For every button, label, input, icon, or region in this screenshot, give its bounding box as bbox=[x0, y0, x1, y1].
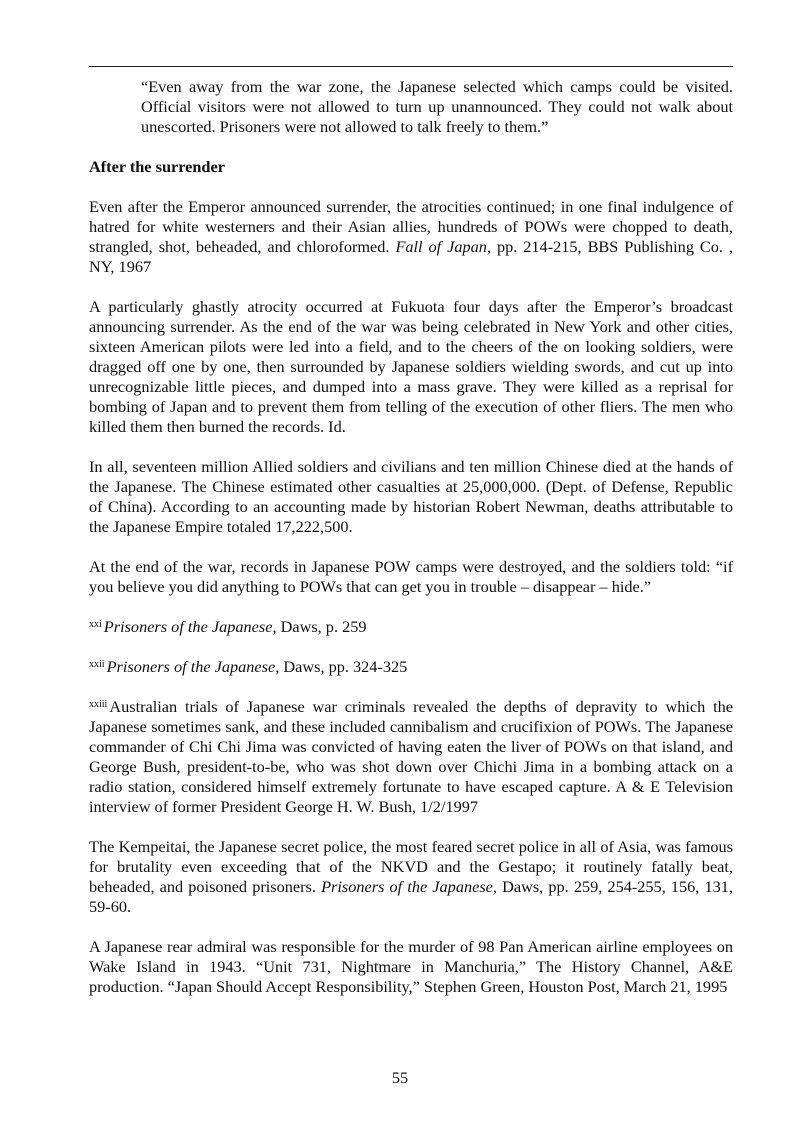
endnote-details: , Daws, pp. 324-325 bbox=[275, 657, 408, 676]
citation-title: Fall of Japan bbox=[395, 237, 487, 256]
citation-details: , pp. 214-215, BBS Publishing Co. , NY, 1967 bbox=[89, 237, 733, 276]
paragraph-records-destroyed: At the end of the war, records in Japanese POW camps were destroyed, and the soldiers told: “if you believe you did anything to POWs that can get you in trouble – disappear – hide.” bbox=[89, 557, 733, 596]
paragraph-text: Even after the Emperor announced surrender, the atrocities continued; in one final indulgence of hatred for white westerners and their Asian allies, hundreds of POWs were chopped to death, strangled, shot, beheaded, and chloroformed. bbox=[89, 197, 733, 256]
endnote-details: , Daws, p. 259 bbox=[272, 617, 367, 636]
paragraph-wake-island: A Japanese rear admiral was responsible for the murder of 98 Pan American airline employees on Wake Island in 1943. “Unit 731, Nightmare in Manchuria,” The History Channel, A&E production. “Japan Should Accept Responsibility,” Stephen Green, Houston Post, March 21, 1995 bbox=[89, 937, 733, 996]
endnote-xxiii bbox=[89, 697, 733, 817]
endnote-title: Prisoners of the Japanese bbox=[106, 657, 276, 676]
endnote-xxi bbox=[89, 617, 733, 637]
paragraph-casualties: In all, seventeen million Allied soldiers and civilians and ten million Chinese died at the hands of the Japanese. The Chinese estimated other casualties at 25,000,000. (Dept. of Defense, Republic of China). According to an accounting made by historian Robert Newman, deaths attributable to the Japanese Empire totaled 17,222,500. bbox=[89, 457, 733, 536]
endnote-marker: xxiii bbox=[89, 699, 108, 710]
paragraph-kempeitai bbox=[89, 837, 733, 917]
footnote-separator-rule bbox=[89, 66, 733, 67]
endnote-xxii bbox=[89, 657, 733, 677]
endnote-text: Australian trials of Japanese war criminals revealed the depths of depravity to which the Japanese sometimes sank, and these included cannibalism and crucifixion of POWs. The Japanese commander of Chi Chi Jima was convicted of having eaten the liver of POWs on that island, and George Bush, president-to-be, who was shot down over Chichi Jima in a bombing attack on a radio station, considered himself extremely fortunate to have escaped capture. A & E Television interview of former President George H. W. Bush, 1/2/1997 bbox=[89, 697, 733, 816]
page-content bbox=[89, 66, 733, 1017]
endnote-marker: xxi bbox=[89, 619, 102, 630]
paragraph-fukuota: A particularly ghastly atrocity occurred at Fukuota four days after the Emperor’s broadcast announcing surrender. As the end of the war was being celebrated in New York and other cities, sixteen American pilots were led into a field, and to the cheers of the on looking soldiers, were dragged off one by one, then surrounded by Japanese soldiers wielding swords, and cut up into unrecognizable little pieces, and dumped into a mass grave. They were killed as a reprisal for bombing of Japan and to prevent them from telling of the execution of other fliers. The men who killed them then burned the records. Id. bbox=[89, 297, 733, 436]
paragraph-atrocities-continued bbox=[89, 197, 733, 277]
endnote-marker: xxii bbox=[89, 659, 105, 670]
endnote-title: Prisoners of the Japanese bbox=[103, 617, 273, 636]
paragraph-text: The Kempeitai, the Japanese secret police, the most feared secret police in all of Asia, was famous for brutality even exceeding that of the NKVD and the Gestapo; it routinely fatally beat, beheaded, and poisoned prisoners. bbox=[89, 837, 733, 896]
citation-details: , Daws, pp. 259, 254-255, 156, 131, 59-60. bbox=[89, 877, 733, 916]
section-heading: After the surrender bbox=[89, 157, 225, 176]
citation-title: Prisoners of the Japanese bbox=[321, 877, 493, 896]
block-quote: “Even away from the war zone, the Japanese selected which camps could be visited. Official visitors were not allowed to turn up unannounced. They could not walk about unescorted. Prisoners were not allowed to talk freely to them.” bbox=[141, 77, 733, 136]
page-number: 55 bbox=[391, 1068, 409, 1087]
